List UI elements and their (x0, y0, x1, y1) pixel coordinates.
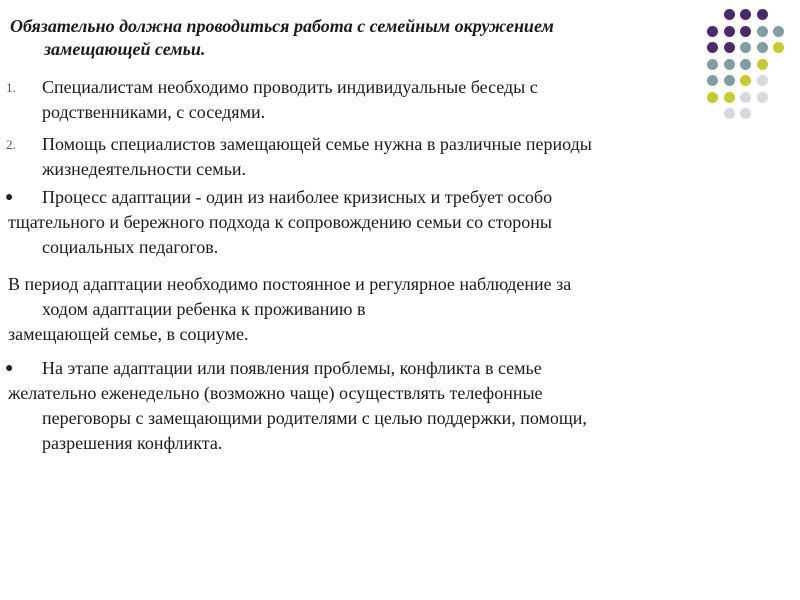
slide-title (10, 15, 554, 61)
bullet-icon: ● (5, 190, 14, 205)
list-item-4-line-1: В период адаптации необходимо постоянное и регулярное наблюдение за (8, 274, 572, 294)
title-line-1: Обязательно должна проводиться работа с семейным окружением (10, 16, 554, 36)
decorative-dot (724, 9, 735, 20)
title-line-2: замещающей семьи. (44, 39, 206, 59)
list-number-2: 2. (6, 137, 16, 152)
decorative-dot (740, 26, 751, 37)
decorative-dot (724, 59, 735, 70)
decorative-dot (707, 59, 718, 70)
decorative-dot (757, 26, 768, 37)
list-item-2-line-1: Помощь специалистов замещающей семье нужна в различные периоды (42, 134, 592, 154)
decorative-dot (773, 42, 784, 53)
list-item-3-line-2: тщательного и бережного подхода к сопровождению семьи со стороны (8, 212, 552, 232)
list-item-4-line-2: ходом адаптации ребенка к проживанию в (42, 299, 366, 319)
bullet-icon: ● (5, 361, 14, 376)
decorative-dot (707, 42, 718, 53)
decorative-dot (757, 9, 768, 20)
list-item-1-line-2: родственниками, с соседями. (42, 102, 266, 122)
list-item-3 (5, 185, 788, 260)
list-item-4-line-3: замещающей семье, в социуме. (8, 324, 249, 344)
list-item-5-line-4: разрешения конфликта. (42, 433, 223, 453)
list-item-2-line-2: жизнедеятельности семьи. (42, 159, 247, 179)
list-item-3-line-3: социальных педагогов. (42, 237, 219, 257)
list-item-5-line-1: На этапе адаптации или появления проблемы, конфликта в семье (42, 358, 542, 378)
decorative-dot (773, 26, 784, 37)
list-item-3-line-1: Процесс адаптации - один из наиболее кризисных и требует особо (42, 187, 553, 207)
list-item-5-line-3: переговоры с замещающими родителями с целью поддержки, помощи, (42, 408, 587, 428)
decorative-dot (724, 42, 735, 53)
decorative-dot (707, 26, 718, 37)
decorative-dot (724, 26, 735, 37)
decorative-dot (757, 42, 768, 53)
list-item-4 (8, 272, 788, 347)
list-item-1-line-1: Специалистам необходимо проводить индивидуальные беседы с (42, 77, 538, 97)
decorative-dot (740, 59, 751, 70)
decorative-dot (740, 42, 751, 53)
list-item-5-line-2: желательно еженедельно (возможно чаще) осуществлять телефонные (8, 383, 543, 403)
decorative-dot (757, 59, 768, 70)
list-item-2 (8, 132, 788, 182)
list-number-1: 1. (6, 80, 16, 95)
decorative-dot (740, 9, 751, 20)
list-item-5 (5, 356, 788, 456)
list-item-1 (8, 75, 788, 125)
